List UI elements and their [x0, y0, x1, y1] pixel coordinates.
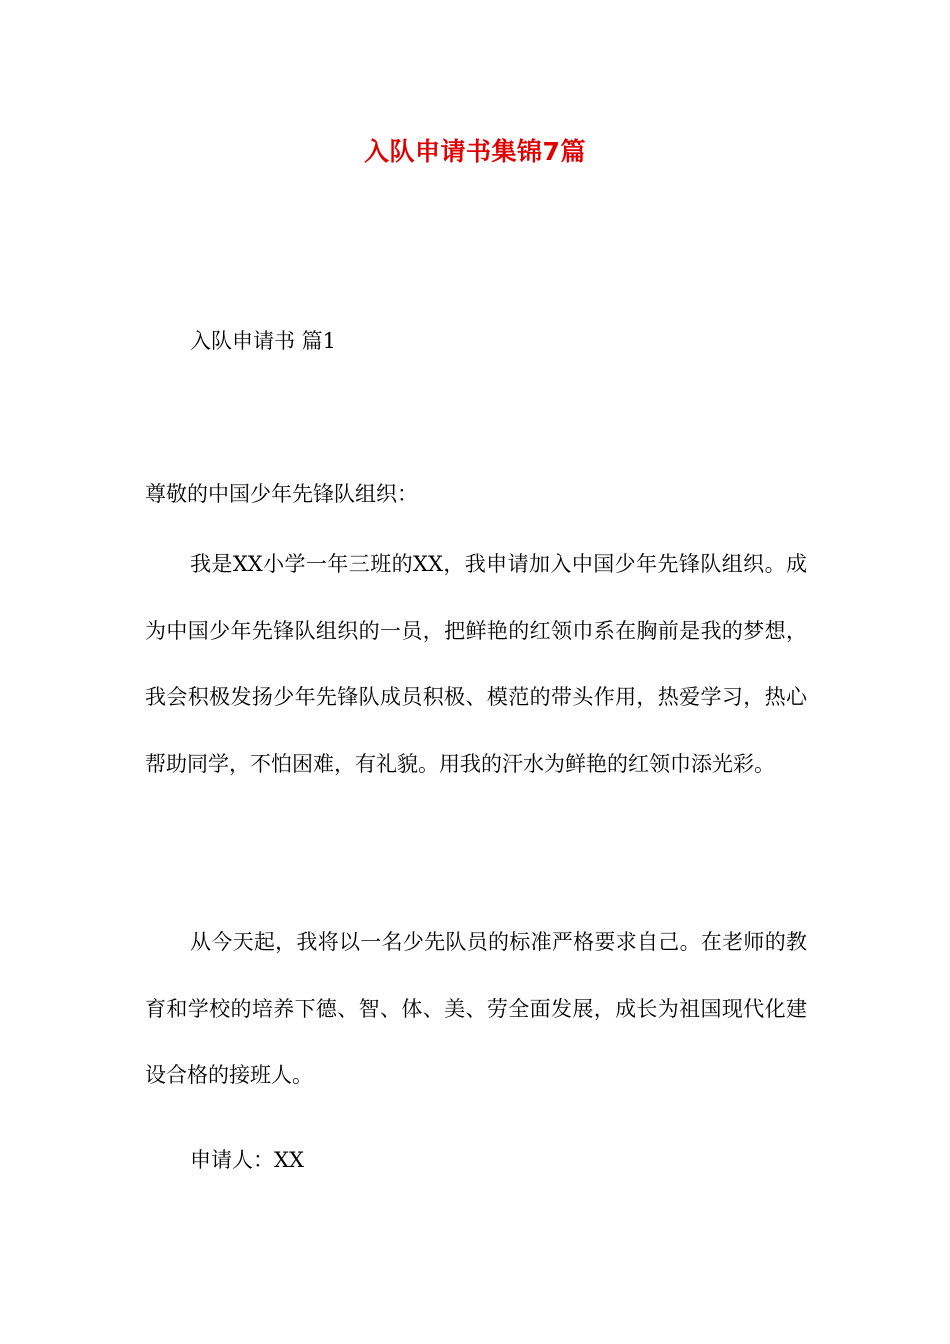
body-paragraph-2: 从今天起，我将以一名少先队员的标准严格要求自己。在老师的教育和学校的培养下德、智、体、美、劳全面发展，成长为祖国现代化建设合格的接班人。 — [145, 930, 807, 1088]
salutation: 尊敬的中国少年先锋队组织： — [145, 482, 418, 506]
signature-line: 申请人：XX — [190, 1148, 304, 1172]
document-title: 入队申请书集锦7篇 — [364, 137, 586, 166]
body-paragraph-1: 我是XX小学一年三班的XX，我申请加入中国少年先锋队组织。成为中国少年先锋队组织的一员，把鲜艳的红领巾系在胸前是我的梦想，我会积极发扬少年先锋队成员积极、模范的带头作用，热爱学习，热心帮助同学，不怕困难，有礼貌。用我的汗水为鲜艳的红领巾添光彩。 — [145, 552, 807, 776]
section-heading: 入队申请书 篇1 — [190, 329, 337, 353]
